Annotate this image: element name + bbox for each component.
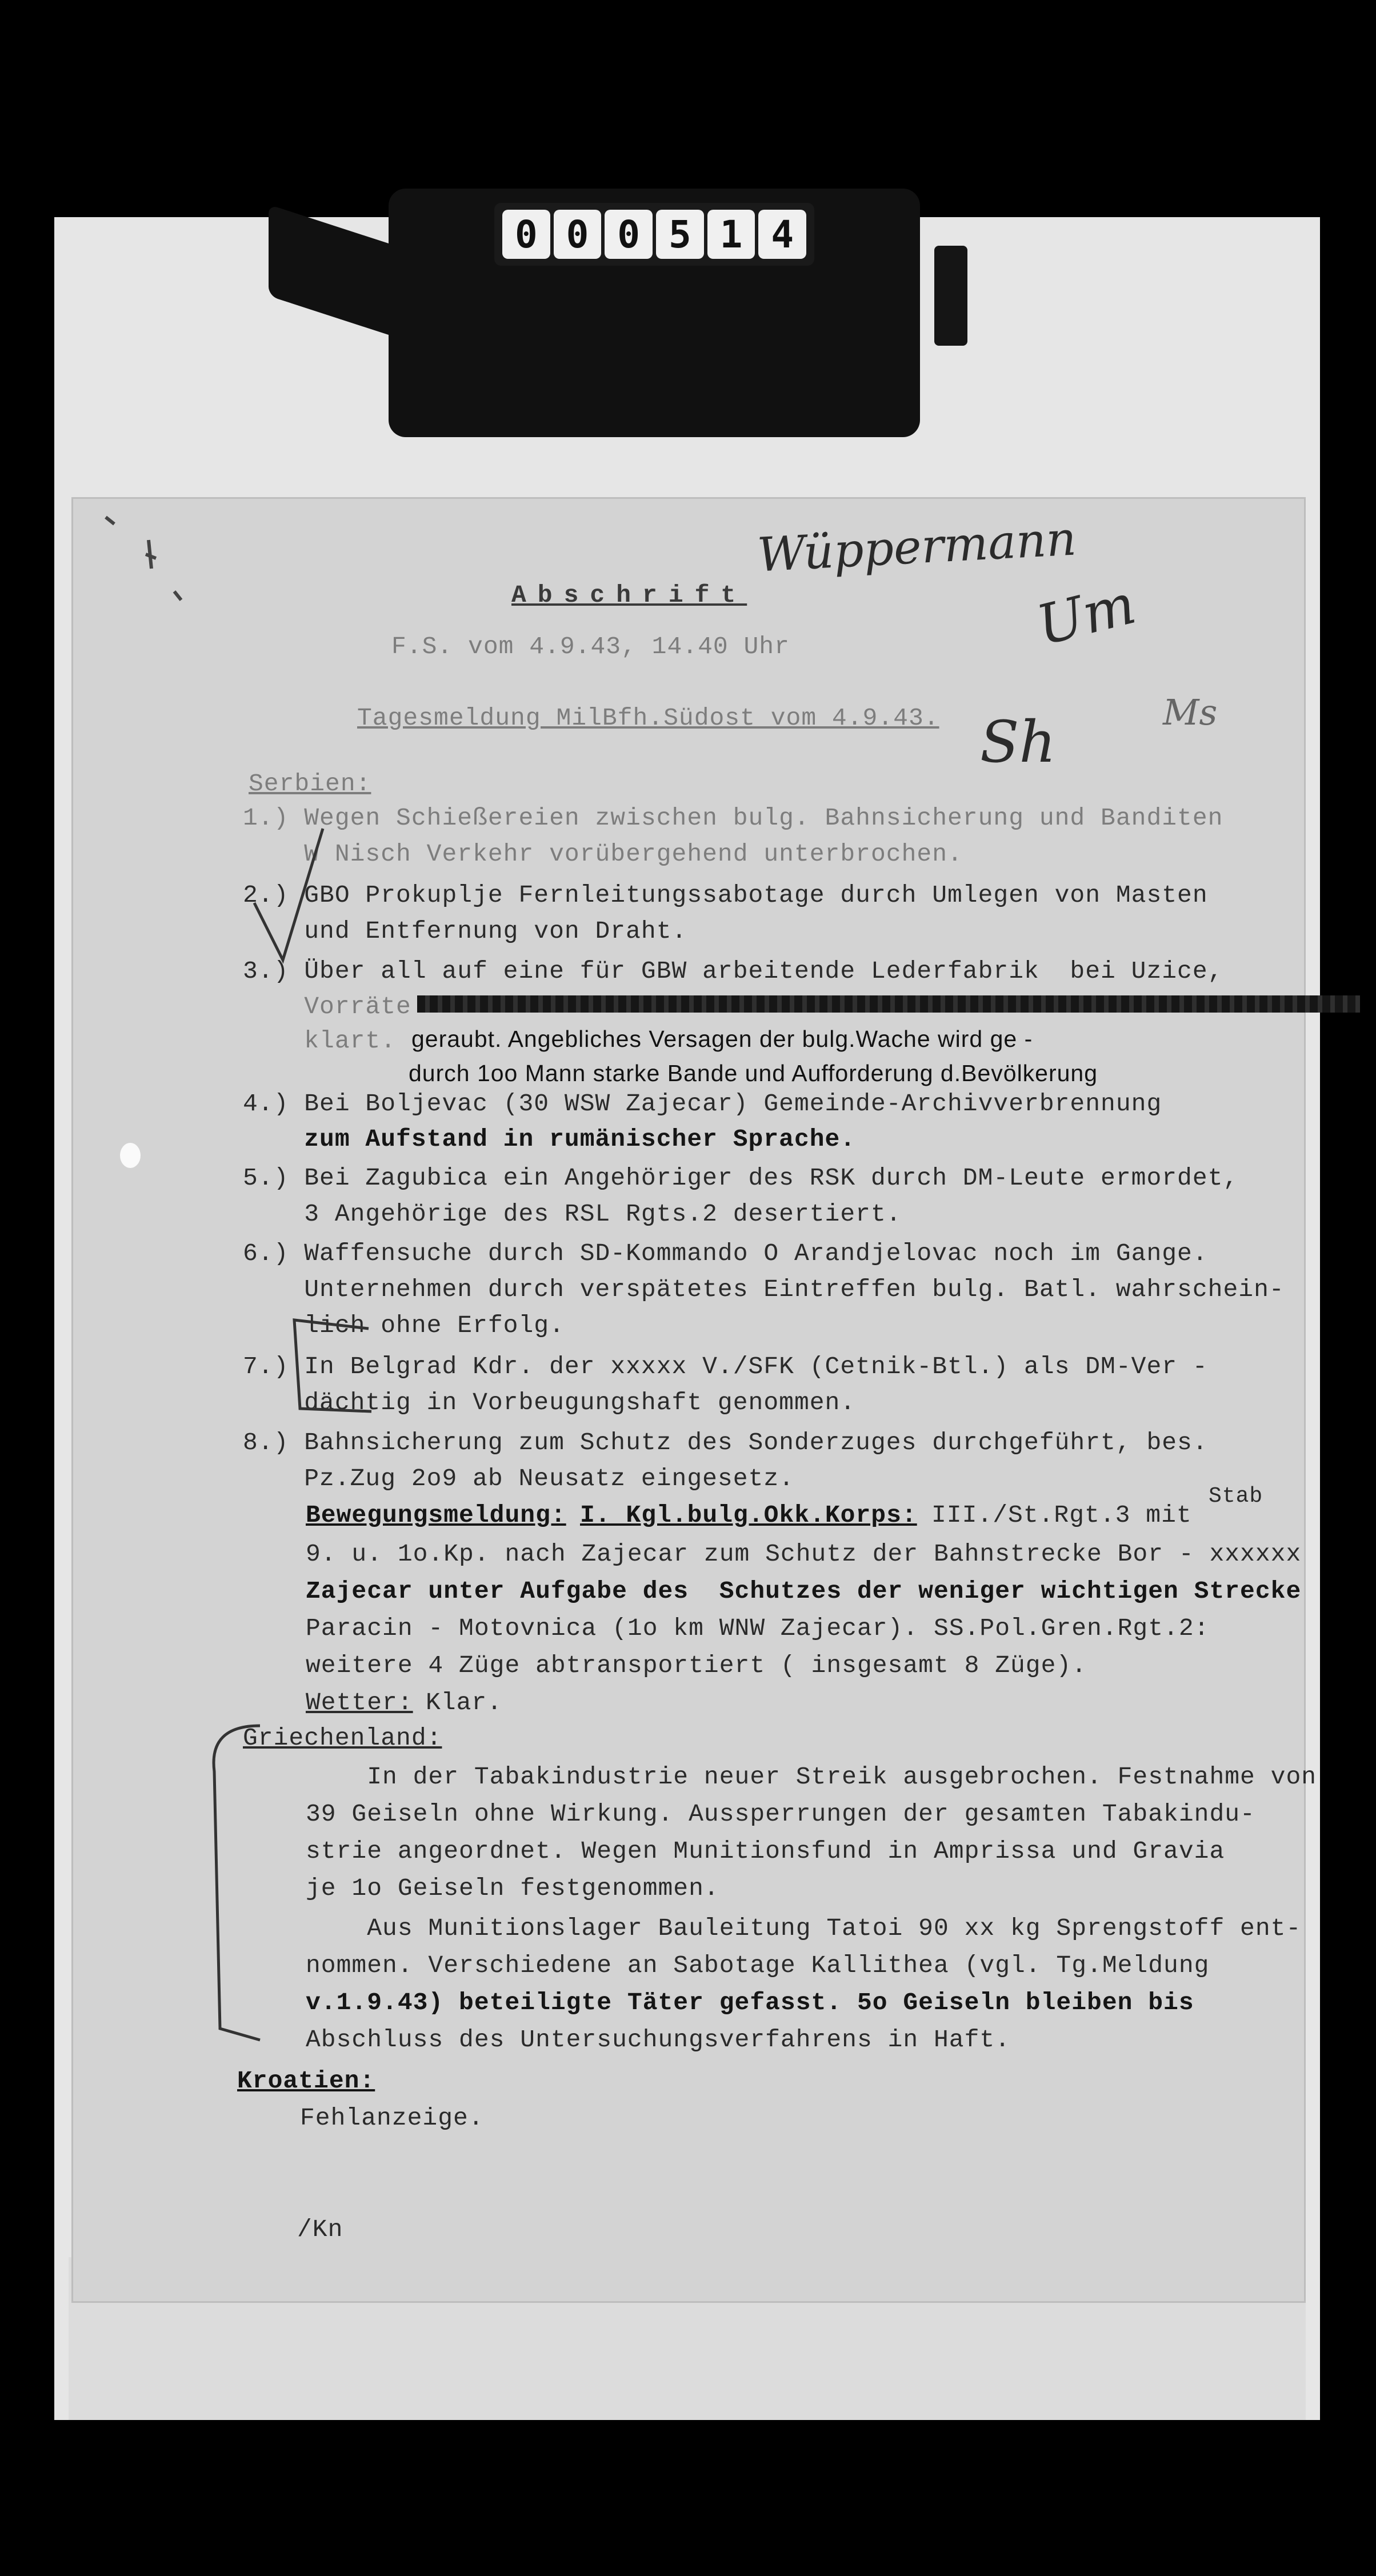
movement-line: III./St.Rgt.3 mit: [931, 1501, 1192, 1529]
section-heading-griechenland: Griechenland:: [243, 1724, 442, 1752]
pencil-checkmark: [243, 817, 334, 966]
gr-line: v.1.9.43) beteiligte Täter gefasst. 5o Geiseln bleiben bis: [306, 1989, 1194, 2017]
report-line: 4.) Bei Boljevac (30 WSW Zajecar) Gemeinde-Archivverbrennung: [243, 1090, 1162, 1118]
frame-counter: [494, 203, 814, 266]
gr-line: strie angeordnet. Wegen Munitionsfund in Amprissa und Gravia: [306, 1837, 1225, 1865]
counter-digit: 0: [502, 210, 550, 259]
inserted-typed-line: durch 1oo Mann starke Bande und Aufforderung d.Bevölkerung: [409, 1060, 1098, 1086]
counter-digit: 0: [605, 210, 653, 259]
report-line: W Nisch Verkehr vorübergehend unterbrochen.: [243, 840, 963, 868]
report-line: 7.) In Belgrad Kdr. der xxxxx V./SFK (Cetnik-Btl.) als DM-Ver -: [243, 1353, 1208, 1381]
handwritten-initials: Sh: [980, 709, 1056, 775]
kroatien-value: Fehlanzeige.: [300, 2104, 484, 2132]
report-line: Vorräte: [243, 993, 411, 1021]
report-line: dächtig in Vorbeugungshaft genommen.: [243, 1389, 856, 1417]
report-line: 3 Angehörige des RSL Rgts.2 desertiert.: [243, 1200, 902, 1228]
inserted-typed-line: geraubt. Angebliches Versagen der bulg.Wache wird ge -: [411, 1026, 1033, 1052]
counter-digit: 4: [758, 210, 806, 259]
weather-label: Wetter:: [306, 1689, 413, 1717]
gr-line: Abschluss des Untersuchungsverfahrens in Haft.: [306, 2026, 1010, 2054]
handwritten-initials: Ms: [1163, 691, 1218, 733]
report-line: lich ohne Erfolg.: [243, 1311, 565, 1339]
report-line: 8.) Bahnsicherung zum Schutz des Sonderzuges durchgeführt, bes.: [243, 1429, 1208, 1457]
movement-unit: I. Kgl.bulg.Okk.Korps:: [580, 1501, 917, 1529]
pencil-marks: [94, 506, 186, 603]
report-line: 1.) Wegen Schießereien zwischen bulg. Bahnsicherung und Banditen: [243, 804, 1223, 832]
footer-initials: /Kn: [297, 2215, 343, 2243]
report-line: Pz.Zug 2o9 ab Neusatz eingesetz.: [243, 1465, 794, 1493]
document-page: [71, 497, 1317, 2303]
document-title: Abschrift: [511, 581, 747, 609]
report-line: 5.) Bei Zagubica ein Angehöriger des RSK durch DM-Leute ermordet,: [243, 1164, 1239, 1192]
report-line: Unternehmen durch verspätetes Eintreffen bulg. Batl. wahrschein-: [243, 1275, 1285, 1303]
counter-digit: 5: [656, 210, 704, 259]
punch-hole: [120, 1143, 141, 1168]
report-line: 3.) Über all auf eine für GBW arbeitende Lederfabrik bei Uzice,: [243, 957, 1223, 985]
report-line: 6.) Waffensuche durch SD-Kommando O Arandjelovac noch im Gange.: [243, 1239, 1208, 1267]
handwritten-initials: Um: [1031, 571, 1142, 658]
movement-line: Zajecar unter Aufgabe des Schutzes der weniger wichtigen Strecke: [306, 1577, 1302, 1605]
gr-line: je 1o Geiseln festgenommen.: [306, 1874, 719, 1902]
gr-line: 39 Geiseln ohne Wirkung. Aussperrungen der gesamten Tabakindu-: [306, 1800, 1255, 1828]
report-line: klart.: [243, 1027, 397, 1055]
report-subtitle: Tagesmeldung MilBfh.Südost vom 4.9.43.: [357, 704, 939, 732]
fs-line: F.S. vom 4.9.43, 14.40 Uhr: [391, 633, 790, 661]
report-line: zum Aufstand in rumänischer Sprache.: [243, 1125, 856, 1153]
handwritten-name: Wüppermann: [755, 511, 1078, 583]
weather-value: Klar.: [426, 1689, 503, 1717]
movement-stab: Stab: [1209, 1484, 1263, 1509]
movement-line: 9. u. 1o.Kp. nach Zajecar zum Schutz der Bahnstrecke Bor - xxxxxx: [306, 1540, 1302, 1568]
gr-line: In der Tabakindustrie neuer Streik ausgebrochen. Festnahme von: [306, 1763, 1317, 1791]
movement-line: weitere 4 Züge abtransportiert ( insgesamt 8 Züge).: [306, 1651, 1087, 1679]
gr-line: Aus Munitionslager Bauleitung Tatoi 90 xx kg Sprengstoff ent-: [306, 1914, 1302, 1942]
counter-digit: 1: [707, 210, 755, 259]
section-heading-kroatien: Kroatien:: [237, 2067, 375, 2095]
pencil-bracket: [260, 1317, 374, 1420]
movement-label: Bewegungsmeldung:: [306, 1501, 566, 1529]
counter-post: [934, 246, 967, 346]
gr-line: nommen. Verschiedene an Sabotage Kallithea (vgl. Tg.Meldung: [306, 1951, 1210, 1979]
report-line: 2.) GBO Prokuplje Fernleitungssabotage durch Umlegen von Masten: [243, 881, 1208, 909]
movement-line: Paracin - Motovnica (1o km WNW Zajecar). SS.Pol.Gren.Rgt.2:: [306, 1614, 1210, 1642]
counter-digit: 0: [554, 210, 602, 259]
pencil-margin-line: [197, 1720, 266, 2046]
report-line: und Entfernung von Draht.: [243, 917, 687, 945]
section-heading-serbien: Serbien:: [249, 770, 371, 798]
strikethrough: [417, 995, 1360, 1013]
